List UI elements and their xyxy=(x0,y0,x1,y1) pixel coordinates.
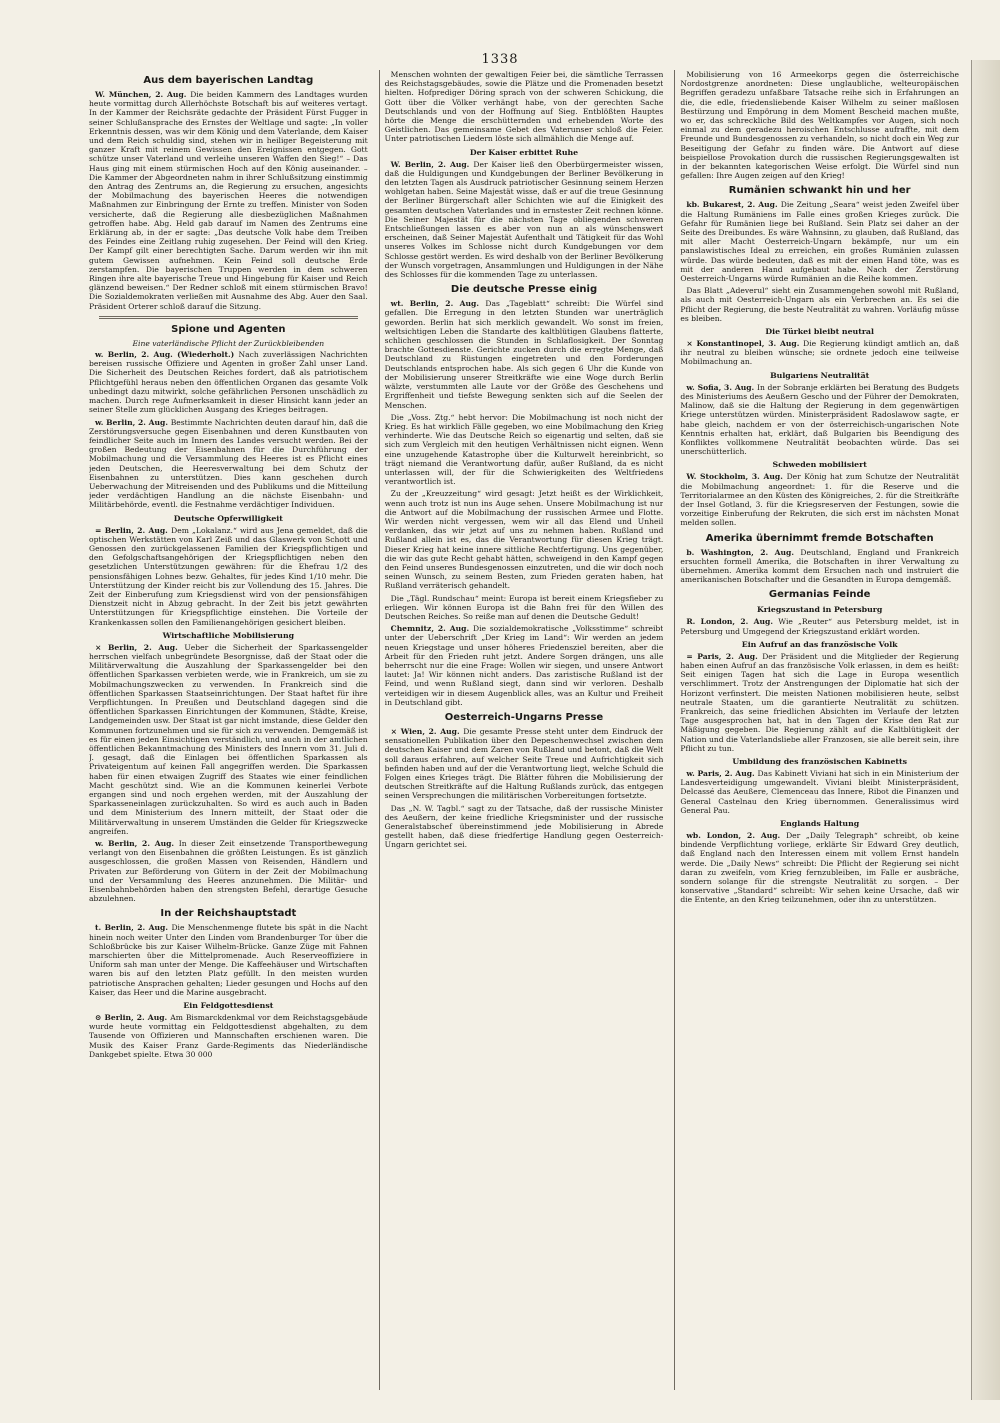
article-paragraph xyxy=(680,652,959,753)
article-paragraph xyxy=(680,286,959,323)
article-text: Die „Tägl. Rundschau“ meint: Europa ist bereit einem Kriegsfieber zu erliegen. Wir können Europa ist die Bahn frei für den Willen des Deutschen Reiches. So reiße man auf denen die Deutsche Gedult! xyxy=(384,593,664,621)
article-text: Der „Daily Telegraph“ schreibt, ob keine bindende Verpflichtung vorliege, erklärte Sir Edward Grey deutlich, daß England nach den Interessen einem mit vollem Ernst handeln werde. Die „Daily News“ schreibt: Die Pflicht der Regierung sei nicht daran zu zweifeln, vom Krieg fernzubleiben, im Falle er ausbräche, sondern solange für die strengste Neutralität zu sorgen. – Der konservative „Standard“ schreibt: Wir sehen keine Ursache, daß wir die Entente, an den Krieg teilzunehmen, oder ihn zu unterstützen. xyxy=(680,831,960,905)
article-text: In dieser Zeit einsetzende Transportbewegung verlangt von den Eisenbahnen die größten Leistungen. Es ist gänzlich ausgeschlossen, die großen Massen von Reisenden, Händlern und Privaten zur Beförderung von Gütern in der Zeit der Mobilmachung und der Versammlung des Heeres anzunehmen. Die Militär- und Eisenbahnbehörden haben den strengsten Befehl, derartige Gesuche abzulehnen. xyxy=(89,839,368,904)
article-text: Das „N. W. Tagbl.“ sagt zu der Tatsache, daß der russische Minister des Aeußern, der keine friedliche Kriegsminister und der russische Generalstabschef übereinstimmend jede Mobilisierung in Abrede gestellt haben, daß diese friedfertige Handlung gegen Oesterreich-Ungarn gerichtet sei. xyxy=(384,803,664,850)
article-subheading: Wirtschaftliche Mobilisierung xyxy=(162,630,295,640)
article-paragraph xyxy=(89,90,368,311)
article-subheading: Kriegszustand in Petersburg xyxy=(757,605,883,615)
article-paragraph xyxy=(89,643,368,836)
article-paragraph xyxy=(385,624,664,707)
article-subheading: Die Türkei bleibt neutral xyxy=(765,327,874,337)
article-dateline: = Berlin, 2. Aug. xyxy=(95,525,172,535)
article-subheading: Umbildung des französischen Kabinetts xyxy=(732,756,908,766)
column-right xyxy=(674,70,964,1390)
article-text: Menschen wohnten der gewaltigen Feier bei, die sämtliche Terrassen des Reichstagsgebäudes, sowie die Plätze und die Promenaden besetzt hielten. Hofprediger Döring sprach von der schweren Schickung, die Gott über die Völker verhängt habe, von der gerechten Sache Deutschlands und von der Hoffnung auf Sieg. Entblößten Hauptes hörte die Menge die erschütternden und erhebenden Worte des Geistlichen. Das gemeinsame Gebet des Vaterunser schloß die Feier. Unter patriotischen Liedern löste sich allmählich die Menge auf. xyxy=(384,70,664,144)
article-dateline: ⊙ Berlin, 2. Aug. xyxy=(95,1013,171,1023)
article-dateline: W. München, 2. Aug. xyxy=(95,90,191,99)
article-paragraph xyxy=(385,594,664,622)
article-text: Mobilisierung von 16 Armeekorps gegen die österreichische Nordostgrenze anordneten: Diese unglaubliche, welteuropäischen Begriffen geradezu unfaßbare Tatsache reihe sich in Erfahrungen an die, die edle, friedensliebende Kaiser Wilhelm zu seiner maßlosen Bestürzung und Empörung in dem Moment Bescheid machen mußte, wo er, das schreckliche Bild des Weltkampfes vor Augen, sich noch einmal zu dem geradezu heroischen Entschlusse aufraffte, mit dem Freunde und Bundesgenossen zu verhandeln, so nicht doch ein Weg zur Beseitigung der Gefahr zu finden wäre. Die Antwort auf diese beispiellose Provokation durch die russischen Regierungsgewalten ist in der bekannten kategorischen Weise erfolgt. Die Würfel sind nun gefallen: Ihre Augen zeigen auf den Krieg! xyxy=(680,70,960,181)
page-number: 1338 xyxy=(481,52,519,67)
section-headline: Germanias Feinde xyxy=(768,589,871,601)
article-dateline: wt. Berlin, 2. Aug. xyxy=(390,299,486,309)
article-text: Das „Tageblatt“ schreibt: Die Würfel sind gefallen. Die Erregung in den letzten Stunden war unerträglich geworden. Berlin hat sich merklich gewandelt. Wo sonst im freien, weltsichtigen Leben die Standarte des kaltblütigen Glaubens flatterte, schlichen geschlossen die Stunden in Schlaflosigkeit. Der Sonntag brachte Gottesdienste. Gerichte zucken durch die erregte Menge, daß Deutschland zu Rüstungen eingetreten und den Forderungen Deutschlands entsprochen habe. Als sich gegen 6 Uhr die Kunde von der Mobilisierung unserer Streitkräfte wie eine Woge durch Berlin wälzte, verstummten alle Laute vor der Größe des Geschehens und Ergriffenheit und tiefste Bewegung senkten sich auf die Seelen der Menschen. xyxy=(384,299,664,410)
article-text: Wie „Reuter“ aus Petersburg meldet, ist in Petersburg und Umgegend der Kriegszustand erklärt worden. xyxy=(680,617,959,636)
article-paragraph xyxy=(680,617,959,635)
article-text: Der Kaiser ließ den Oberbürgermeister wissen, daß die Huldigungen und Kundgebungen der Berliner Bevölkerung in den letzten Tagen als Ausdruck patriotischer Gesinnung seinem Herzen wohlgetan haben. Seine Majestät wisse, daß er auf die treue Gesinnung der Berliner Bürgerschaft aller Schichten wie auf die Einigkeit des gesamten deutschen Vaterlandes und in ernstester Zeit rechnen könne. Die Seiner Majestät für die nächsten Tage obliegenden schweren Entschließungen lassen es aber von nun an als wünschenswert erscheinen, daß Seiner Majestät Aufenthalt und Tätigkeit für das Wohl unseres Volkes im Schlosse nicht durch Kundgebungen vor dem Schlosse gestört werden. Es wird deshalb von der Berliner Bevölkerung der Wunsch vorgetragen, Ansammlungen und Huldigungen in der Nähe des Schlosses für die kommenden Tage zu unterlassen. xyxy=(384,159,664,280)
article-text: In der Sobranje erklärten bei Beratung des Budgets des Ministeriums des Aeußern Gescho und der Führer der Demokraten, Malinow, daß sie die Haltung der Regierung in dem gegenwärtigen Kriege unterstützen würden. Ministerpräsident Radoslawow sagte, er habe gleich, nachdem er von der österreichisch-ungarischen Note Kenntnis erhalten hat, erklärt, daß Bulgarien bis Beendigung des Konfliktes vollkommene Neutralität beobachten würde. Das sei unerschütterlich. xyxy=(680,382,960,457)
section-headline: In der Reichshauptstadt xyxy=(160,908,297,920)
column-middle xyxy=(379,70,669,1390)
article-text: Nach zuverlässigen Nachrichten bereisen russische Offiziere und Agenten in großer Zahl unser Land. Die Sicherheit des Deutschen Reiches fordert, daß als patriotischem Pflichtgefühl heraus neben den öffentlichen Organen das gesamte Volk unbedingt dazu mitwirkt, solche gefährlichen Personen unschädlich zu machen. Durch rege Aufmerksamkeit in dieser Hinsicht kann jeder an seiner Stelle zum glücklichen Ausgang des Krieges beitragen. xyxy=(89,350,368,415)
article-paragraph xyxy=(385,299,664,409)
article-subheading: Der Kaiser erbittet Ruhe xyxy=(469,147,579,157)
article-dateline: W. Berlin, 2. Aug. xyxy=(390,159,474,169)
article-paragraph xyxy=(385,489,664,590)
article-paragraph xyxy=(680,383,959,457)
article-paragraph xyxy=(385,413,664,487)
article-dateline: w. Berlin, 2. Aug. xyxy=(95,839,179,849)
article-dateline: w. Berlin, 2. Aug. xyxy=(95,417,171,427)
article-paragraph xyxy=(89,526,368,627)
article-subheading: Ein Aufruf an das französische Volk xyxy=(741,639,898,649)
article-text: Die Regierung kündigt amtlich an, daß ihr neutral zu bleiben wünsche; sie ordnete jedoch eine teilweise Mobilmachung an. xyxy=(680,339,960,367)
article-dateline: Chemnitz, 2. Aug. xyxy=(390,624,474,634)
section-divider xyxy=(99,316,358,319)
section-headline: Amerika übernimmt fremde Botschaften xyxy=(705,532,934,544)
article-paragraph xyxy=(89,923,368,997)
article-dateline: W. Stockholm, 3. Aug. xyxy=(686,472,787,482)
section-headline: Aus dem bayerischen Landtag xyxy=(143,75,314,86)
article-text: Deutschland, England und Frankreich ersuchten formell Amerika, die Botschaften in ihrer Verwaltung zu übernehmen. Amerika kommt dem Ersuchen nach und instruiert die amerikanischen Botschafter und die Gesandten in Europa demgemäß. xyxy=(680,547,960,585)
adjacent-page-edge xyxy=(971,60,1000,1400)
article-dateline: × Konstantinopel, 3. Aug. xyxy=(686,339,804,349)
article-paragraph xyxy=(680,831,959,905)
article-paragraph xyxy=(385,160,664,280)
article-text: Der Präsident und die Mitglieder der Regierung haben einen Aufruf an das französische Volk erlassen, in dem es heißt: Seit einigen Tagen hat sich die Lage in Europa wesentlich verschlimmert. Trotz der Anstrengungen der Diplomatie hat sich der Horizont verfinstert. Die meisten Nationen mobilisieren heute, selbst neutrale Staaten, um die garantierte Neutralität zu schützen. Frankreich, das seine friedlichen Absichten im Verlaufe der letzten Tage ausgesprochen hat, hat in den Tagen der Krise den Rat zur Mäßigung gegeben. Die Regierung zählt auf die Kaltblütigkeit der Nation und die Vaterlandsliebe aller Franzosen, sie alle bereit sein, ihre Pflicht zu tun. xyxy=(680,651,960,753)
article-paragraph xyxy=(89,418,368,510)
article-paragraph xyxy=(385,70,664,144)
article-dateline: × Wien, 2. Aug. xyxy=(390,727,464,736)
article-paragraph xyxy=(680,472,959,527)
article-subheading: Schweden mobilisiert xyxy=(772,460,867,470)
article-paragraph xyxy=(680,70,959,180)
article-text: Die Zeitung „Seara“ weist jeden Zweifel über die Haltung Rumäniens im Falle eines großen Krieges zurück. Die Gefahr für Rumänien liege bei Rußland. Sein Platz sei daher an der Seite des Dreibundes. Es wäre Wahnsinn, zu glauben, daß Rußland, das mit aller Macht Oesterreich-Ungarn bekämpfe, nur um ein panslawistisches Ideal zu erreichen, ein großes Rumänien zulassen würde. Das würde bedeuten, daß es mit der einen Hand töte, was es mit der anderen Hand aufgebaut habe. Nach der Zerstörung Oesterreich-Ungarns würde Rumänien an die Reihe kommen. xyxy=(680,200,960,284)
article-subheading: Ein Feldgottesdienst xyxy=(183,1001,274,1011)
article-dateline: t. Berlin, 2. Aug. xyxy=(95,923,172,933)
article-text: Die „Voss. Ztg.“ hebt hervor: Die Mobilmachung ist noch nicht der Krieg. Es hat wirklich Fälle gegeben, wo eine Mobilmachung den Krieg verhinderte. Wie das Deutsche Reich so eigenartig und selten, daß sie sich zum Vergleich mit den heutigen Verhältnissen nicht eignen. Wenn eine unzugehende Katastrophe über die Kulturwelt hereinbricht, so trägt niemand die Verantwortung dafür, außer Rußland, da es nicht unterlassen will, der für die Schwierigkeiten des Weltfriedens verantwortlich ist. xyxy=(384,412,664,487)
article-dateline: wb. London, 2. Aug. xyxy=(686,831,787,840)
article-paragraph xyxy=(89,1013,368,1059)
article-text: Der König hat zum Schutze der Neutralität die Mobilmachung angeordnet: 1. für die Reserve und die Territorialarmee an den Küsten des Königreiches, 2. für die Streitkräfte der Insel Gotland, 3. für die Kriegsreserven der Festungen, sowie die vorzeitige Einberufung der Rekruten, die sich erst im nächsten Monat melden sollen. xyxy=(680,472,960,528)
article-dateline: = Paris, 2. Aug. xyxy=(686,651,763,661)
article-text: Am Bismarckdenkmal vor dem Reichstagsgebäude wurde heute vormittag ein Feldgottesdienst abgehalten, zu dem Tausende von Offizieren und Mannschaften erschienen waren. Die Musik des Kaiser Franz Garde-Regiments das Niederländische Dankgebet spielte. Etwa 30 000 xyxy=(89,1013,368,1059)
section-headline: Die deutsche Presse einig xyxy=(450,284,598,296)
article-paragraph xyxy=(680,548,959,585)
section-headline: Spione und Agenten xyxy=(171,323,286,335)
article-paragraph xyxy=(680,200,959,283)
article-text: Die sozialdemokratische „Volksstimme“ schreibt unter der Ueberschrift „Der Krieg im Land“: Wir werden an jedem neuen Kriegstage und unser höheres Friedensziel bereiten, aber die Arbeit für den Frieden ruht jetzt. Andere Sorgen drängen, uns alle beherrscht nur die eine Frage: Wollen wir siegen, und unsere Antwort lautet: Ja! Wir können nicht anders. Das zaristische Rußland ist der Feind, und wenn Rußland siegt, dann sind wir verloren. Deshalb verteidigen wir in diesem Augenblick alles, was an Kultur und Freiheit in Deutschland gibt. xyxy=(384,624,664,707)
article-text: Bestimmte Nachrichten deuten darauf hin, daß die Zerstörungsversuche gegen Eisenbahnen und deren Kunstbauten von feindlicher Seite auch im Innern des Landes versucht werden. Bei der großen Bedeutung der Eisenbahnen für die Durchführung der Mobilmachung und die Versammlung des Heeres ist es Pflicht eines jeden Deutschen, die Heeresverwaltung bei dem Schutz der Eisenbahnen zu unterstützen. Dies kann geschehen durch Ueberwachung der Mitreisenden und des Publikums und die Mitteilung jeder verdächtigen Handlung an die nächste Eisenbahn- und Militärbehörde, eventl. die Festnahme verdächtiger Individuen. xyxy=(89,417,368,510)
newspaper-columns xyxy=(84,70,964,1390)
section-headline: Oesterreich-Ungarns Presse xyxy=(444,712,604,723)
article-paragraph xyxy=(680,769,959,815)
article-dateline: w. Sofia, 3. Aug. xyxy=(686,382,758,392)
article-text: Ueber die Sicherheit der Sparkassengelder herrschen vielfach unbegründete Besorgnisse, daß der Staat oder die Militärverwaltung die Auszahlung der Sparkassengelder bei den öffentlichen Sparkassen verbieten werde, wie in Frankreich, um sie zu Mobilmachungszwecken zu verwenden. In Frankreich sind die öffentlichen Sparkassen Staatseinrichtungen. Der Staat haftet für ihre Verpflichtungen. In Preußen und Deutschland dagegen sind die öffentlichen Sparkassen Einrichtungen der Kommunen, Städte, Kreise, Landgemeinden usw. Der Staat ist gar nicht imstande, diese Gelder den Kommunen fortzunehmen und sie für sich zu verwenden. Demgemäß ist es für einen jeden Einsichtigen verständlich, und auch in der amtlichen öffentlichen Bekanntmachung des Ministers des Innern vom 31. Juli d. J. gesagt, daß die Einlagen bei öffentlichen Sparkassen als Privateigentum auf keinen Fall angegriffen werden. Die Sparkassen haben für einen etwaigen Zugriff des Staates wie einer feindlichen Macht geschützt sind. Wie an die Kommunen keinerlei Verbote ergangen sind und noch ergehen werden, mit der Auszahlung der Sparkasseneinlagen zurückzuhalten. So wird es auch auch in Baden und dem Ministerium des Innern mitteilt, der Staat oder die Militärverwaltung in unserem Umständen die Gelder für Kriegszwecke angreifen. xyxy=(89,642,368,836)
article-text: Die gesamte Presse steht unter dem Eindruck der sensationellen Publikation über den Depeschenwechsel zwischen dem deutschen Kaiser und dem Zaren von Rußland und betont, daß die Welt soll daraus erfahren, auf welcher Seite Treue und Aufrichtigkeit sich befinden haben und auf der die Verantwortung liegt, welche Schuld die Folgen eines Krieges trägt. Die Blätter führen die Mobilisierung der deutschen Streitkräfte auf die Haltung Rußlands zurück, das entgegen seinen Versprechungen die militärischen Vorbereitungen fortsetzte. xyxy=(384,727,664,801)
article-dateline: R. London, 2. Aug. xyxy=(686,617,779,627)
article-kicker: Eine vaterländische Pflicht der Zurückbleibenden xyxy=(132,338,325,348)
article-dateline: b. Washington, 2. Aug. xyxy=(686,547,801,557)
article-paragraph xyxy=(385,804,664,850)
article-paragraph xyxy=(385,727,664,801)
article-text: Das Blatt „Adeverul“ sieht ein Zusammengehen sowohl mit Rußland, als auch mit Oesterreich-Ungarn als ein Verbrechen an. Es sei die Pflicht der Regierung, die beste Neutralität zu wahren. Vorläufig müsse es bleiben. xyxy=(680,286,960,323)
article-subheading: Englands Haltung xyxy=(780,819,860,828)
article-paragraph xyxy=(89,839,368,903)
article-text: Zu der „Kreuzzeitung“ wird gesagt: Jetzt heißt es der Wirklichkeit, wenn auch trotz ist nun ins Auge sehen. Unsere Mobilmachung ist nur die Antwort auf die Mobilmachung der russischen Armee und Flotte. Wir werden nicht vergessen, wem wir all das Elend und Unheil verdanken, das wir jetzt auf uns zu nehmen haben. Rußland und Rußland allein ist es, das die Verantwortung für diesen Krieg trägt. Dieser Krieg hat keine innere sittliche Rechtfertigung. Uns gegenüber, die wir das gute Recht gehabt hätten, schweigend in den Kampf gegen den Feind unseres Bundesgenossen einzutreten, und die wir doch noch seinen Wunsch, zu seinem Besten, zum Frieden geraten haben, hat Rußland verräterisch gehandelt. xyxy=(384,489,664,591)
article-subheading: Deutsche Opferwilligkeit xyxy=(173,513,283,523)
article-text: Die beiden Kammern des Landtages wurden heute vormittag durch Allerhöchste Botschaft bis auf weiteres vertagt. In der Kammer der Reichsräte gedachte der Präsident Fürst Fugger in seiner Schlußansprache des Ernstes der Weltlage und sagte: „In voller Erkenntnis dessen, was wir dem König und dem Vaterlande, dem Kaiser und dem Reich schuldig sind, stehen wir in heiliger Begeisterung mit ganzer Kraft mit reinem Gewissen den Ereignissen entgegen. Gott schütze unser Vaterland und verleihe unseren Waffen den Sieg!“ – Das Haus ging mit einem stürmischen Hoch auf den König auseinander. – Die Kammer der Abgeordneten nahm in ihrer Schlußsitzung einstimmig den Antrag des Zentrums an, die Regierung zu ersuchen, angesichts der Mobilmachung des bayerischen Heeres die notwendigen Maßnahmen zur Einbringung der Ernte zu treffen. Minister von Soden versicherte, daß die Regierung alle diesbezüglichen Maßnahmen getroffen habe. Abg. Held gab darauf im Namen des Zentrums eine Erklärung ab, in der er sagte: „Das deutsche Volk habe dem Treiben des Feindes eine Zeitlang ruhig zugesehen. Der Feind will den Krieg. Der Kampf gilt einer berechtigten Sache. Darum werden wir ihn mit gutem Gewissen aufnehmen. Kein Feind soll deutsche Erde zerstampfen. Die bayerischen Truppen werden in dem schweren Ringen ihre alte bayerische Treue und Hingebung für Kaiser und Reich glänzend beweisen.“ Der Redner schloß mit einem stürmischen Bravo! Die Sozialdemokraten verließen mit Ausnahme des Abg. Auer den Saal. Präsident Orterer schloß darauf die Sitzung. xyxy=(89,90,368,311)
article-text: Das Kabinett Viviani hat sich in ein Ministerium der Landesverteidigung umgewandelt. Viviani bleibt Ministerpräsident, Delcassé das Aeußere, Clemenceau das Innere, Ribot die Finanzen und General Castelnau den Krieg übernommen. Generalissimus wird General Pau. xyxy=(680,768,960,815)
article-paragraph xyxy=(89,350,368,414)
article-dateline: kb. Bukarest, 2. Aug. xyxy=(686,200,781,210)
article-subheading: Bulgariens Neutralität xyxy=(770,370,870,380)
article-dateline: w. Paris, 2. Aug. xyxy=(686,768,758,778)
article-text: Dem „Lokalanz.“ wird aus Jena gemeldet, daß die optischen Werkstätten von Karl Zeiß und das Glaswerk von Schott und Genossen den zurückgelassenen Familien der Kriegspflichtigen und den Gefolgschaftsangehörigen der Kriegspflichtigen neben den gesetzlichen Unterstützungen gewähren: für die Ehefrau 1/2 des pensionsfähigen Lohnes bezw. Gehaltes, für jedes Kind 1/10 mehr. Die Unterstützung der Kinder reicht bis zur Vollendung des 15. Jahres. Die Zeit der Einberufung zum Kriegsdienst wird von der pensionsfähigen Dienstzeit nicht in Abzug gebracht. In der Zeit bis jetzt gewährten Unterstützungen für Kriegspflichtige einstehen. Die Vorteile der Krankenkassen sollen den Familienangehörigen gesichert bleiben. xyxy=(89,525,368,627)
section-headline: Rumänien schwankt hin und her xyxy=(728,185,911,197)
article-text: Die Menschenmenge flutete bis spät in die Nacht hinein noch weiter Unter den Linden vom Brandenburger Tor über die Schloßbrücke bis zur Kaiser Wilhelm-Brücke. Ganze Züge mit Fahnen marschierten über die Mittelpromenade. Auch Reserveoffiziere in Uniform sah man unter der Menge. Die Kaffeehäuser und Wirtschaften waren bis auf den letzten Platz gefüllt. In den meisten wurden patriotische Ansprachen gehalten; Lieder gesungen und Hochs auf den Kaiser, das Heer und die Marine ausgebracht. xyxy=(89,923,368,997)
article-dateline: × Berlin, 2. Aug. xyxy=(95,642,185,652)
column-left xyxy=(84,70,373,1390)
article-paragraph xyxy=(680,339,959,367)
article-dateline: w. Berlin, 2. Aug. (Wiederholt.) xyxy=(95,350,239,360)
